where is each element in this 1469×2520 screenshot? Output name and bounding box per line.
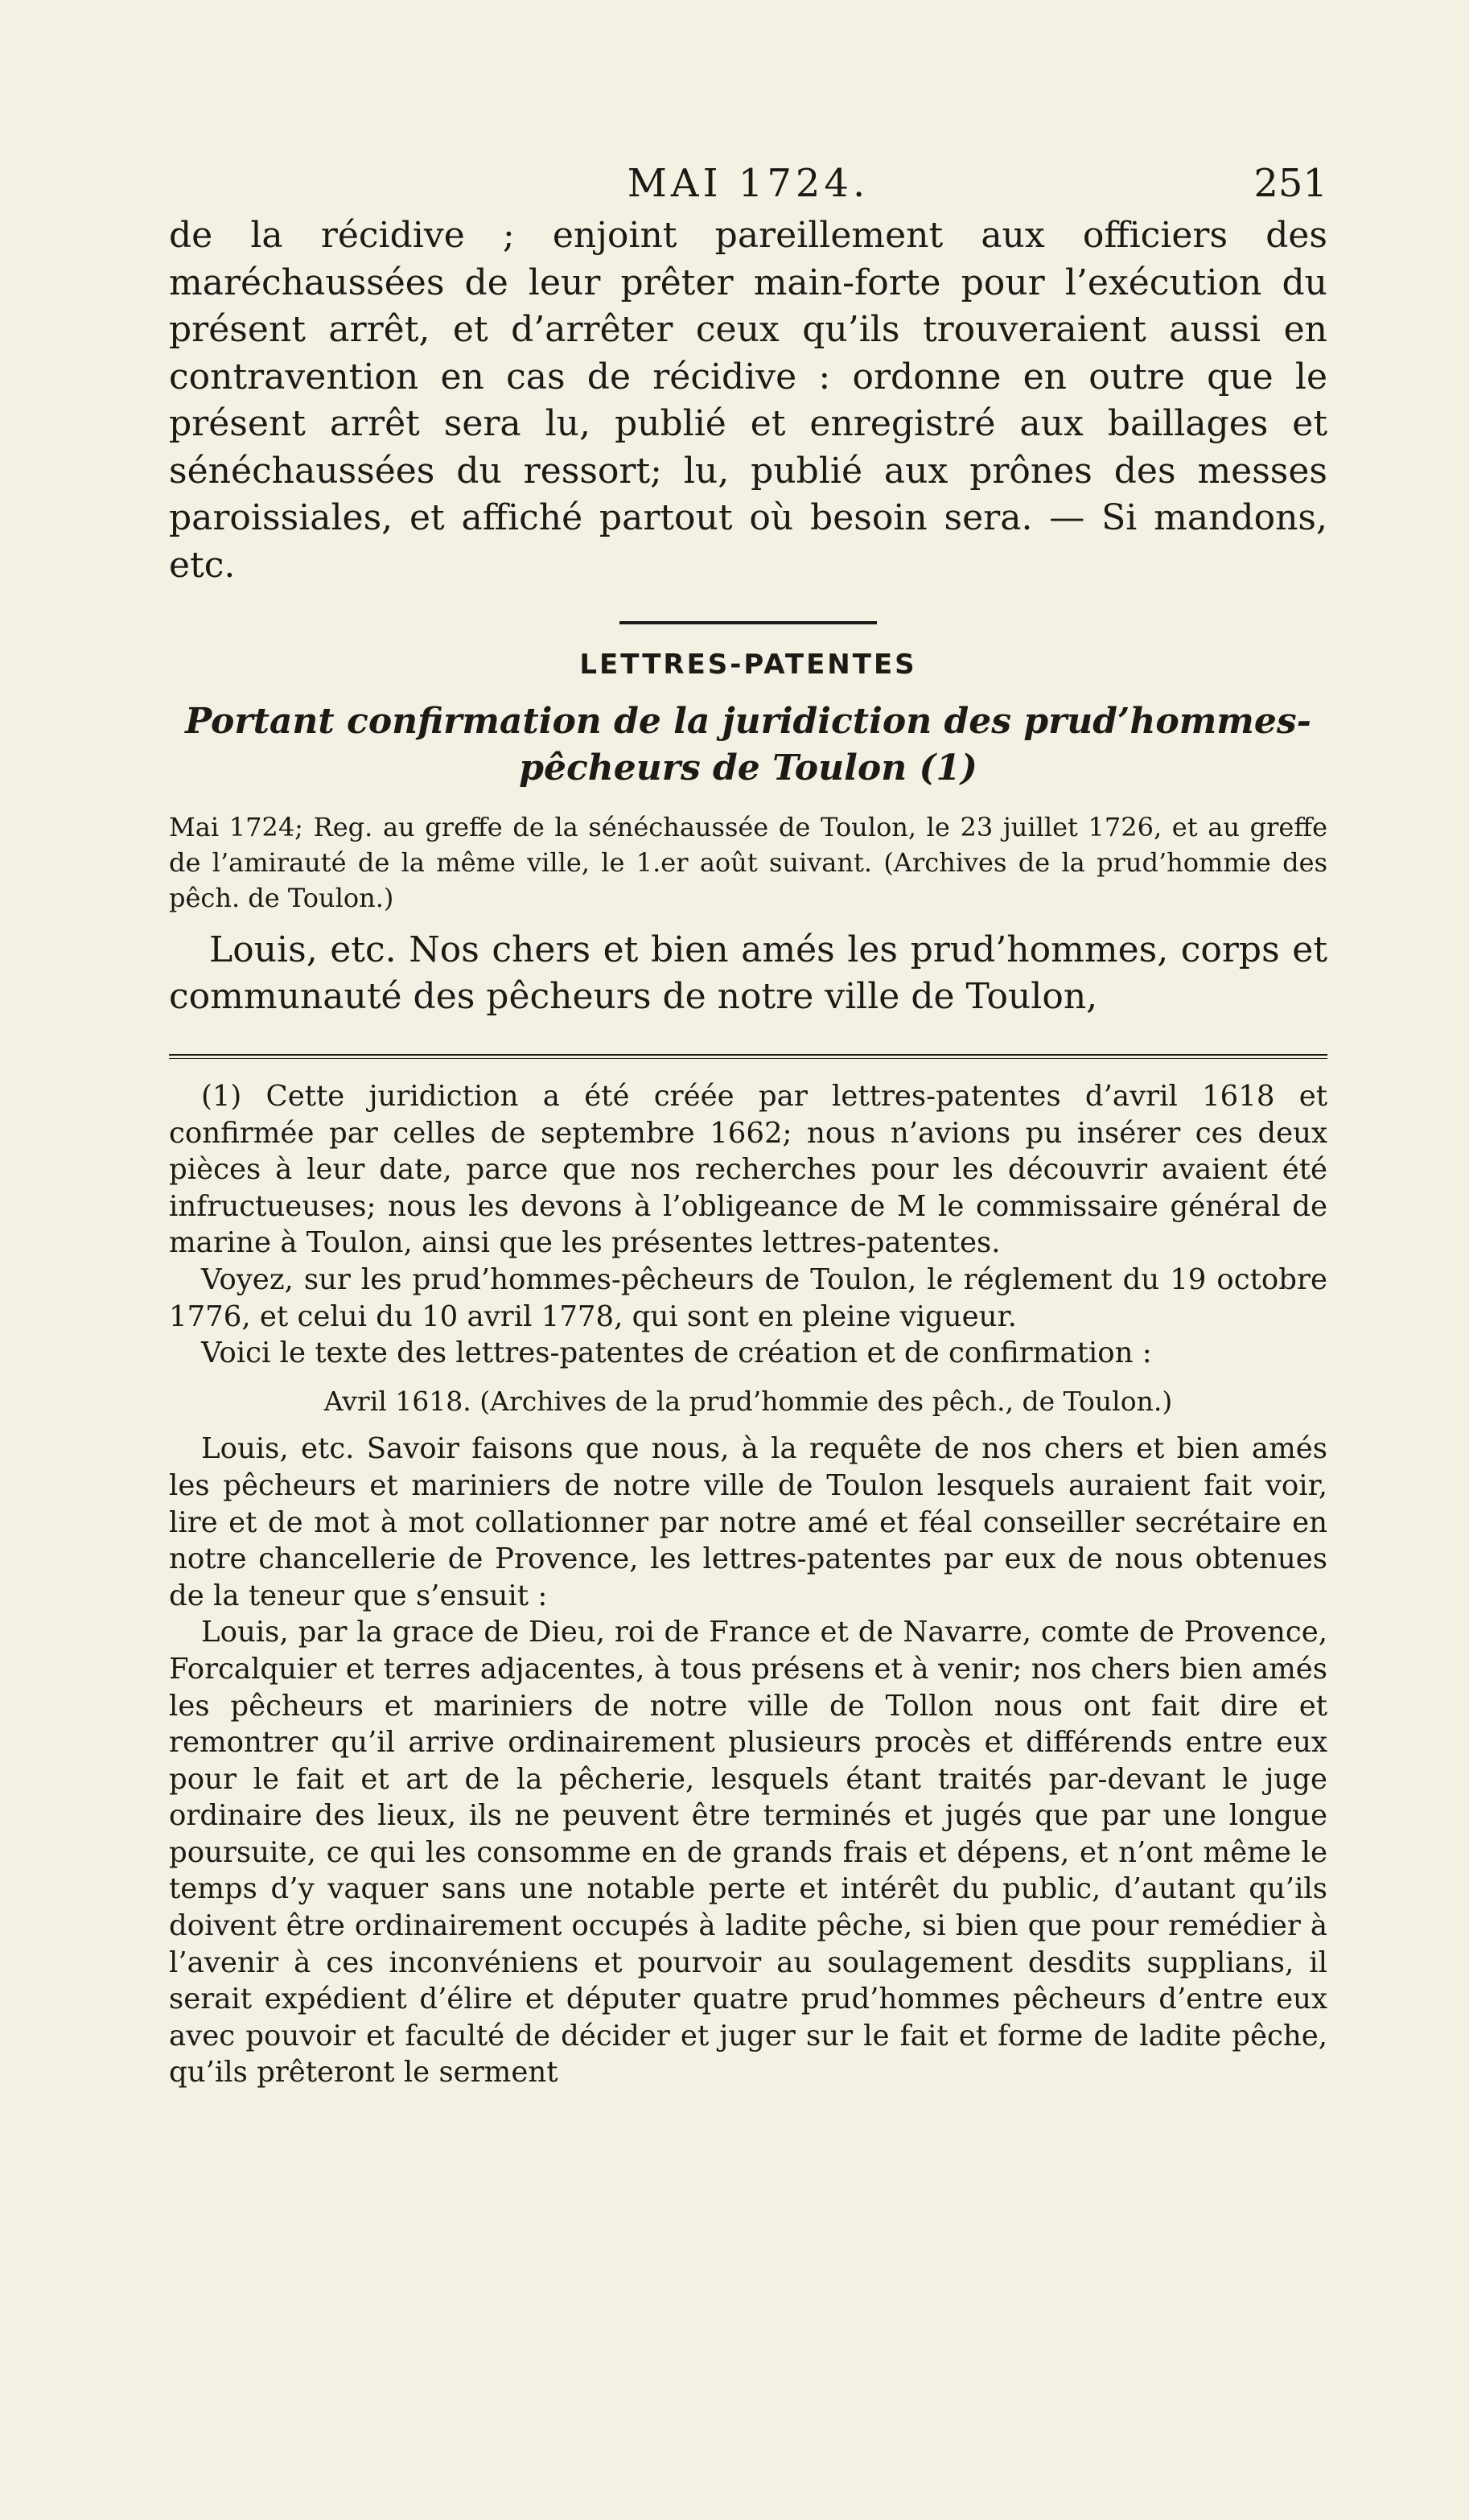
footnote — [169, 1078, 1327, 2091]
section-heading: LETTRES-PATENTES — [579, 649, 917, 681]
footnote-quote: Louis, etc. Savoir faisons que nous, à la requête de nos chers et bien amés les pêcheurs et mariniers de notre ville de Toulon lesquels auraient fait voir, lire et de mot à mot collationner par notre amé et féal conseiller secrétaire en notre chancellerie de Provence, les lettres-patentes par eux de nous obtenues de la teneur que s’ensuit : — [169, 1432, 1327, 1612]
section-subtitle: Portant confirmation de la juridiction des prud’hommes-pêcheurs de Toulon (1) — [185, 701, 1311, 789]
footnote-paragraph: Voyez, sur les prud’hommes-pêcheurs de Toulon, le réglement du 19 octobre 1776, et celui du 10 avril 1778, qui sont en pleine vigueur. — [169, 1262, 1327, 1333]
continuation-text: de la récidive ; enjoint pareillement aux officiers des maréchaussées de leur prêter main-forte pour l’exécution du présent arrêt, et d’arrêter ceux qu’ils trouveraient aussi en contravention en cas de récidive : ordonne en outre que le présent arrêt sera lu, publié et enregistré aux baillages et sénéchaussées du ressort; lu, publié aux prônes des messes paroissiales, et affiché partout où besoin sera. — Si mandons, etc. — [169, 215, 1327, 586]
document-page — [169, 161, 1327, 2091]
section-divider — [619, 621, 877, 624]
running-title: MAI 1724. — [627, 161, 870, 206]
footnote-source-line: Avril 1618. (Archives de la prud’hommie des pêch., de Toulon.) — [323, 1385, 1173, 1417]
footnote-quote: Louis, par la grace de Dieu, roi de France et de Navarre, comte de Provence, Forcalquier et terres adjacentes, à tous présens et à venir; nos chers bien amés les pêcheurs et mariniers de notre ville de Tollon nous ont fait dire et remontrer qu’il arrive ordinairement plusieurs procès et différends entre eux pour le fait et art de la pêcherie, lesquels étant traités par-devant le juge ordinaire des lieux, ils ne peuvent être terminés et jugés que par une longue poursuite, ce qui les consomme en de grands frais et dépens, et n’ont même le temps d’y vaquer sans une notable perte et intérêt du public, d’autant qu’ils doivent être ordinairement occupés à ladite pêche, si bien que pour remédier à l’avenir à ces inconvéniens et pourvoir au soulagement desdits supplians, il serait expédient d’élire et députer quatre prud’hommes pêcheurs d’entre eux avec pouvoir et faculté de décider et juger sur le fait et forme de ladite pêche, qu’ils prêteront le serment — [169, 1616, 1327, 2090]
footnote-paragraph: (1) Cette juridiction a été créée par lettres-patentes d’avril 1618 et confirmée par celles de septembre 1662; nous n’avions pu insérer ces deux pièces à leur date, parce que nos recherches pour les découvrir avaient été infructueuses; nous les devons à l’obligeance de M le commissaire général de marine à Toulon, ainsi que les présentes lettres-patentes. — [169, 1080, 1327, 1260]
page-header — [169, 161, 1327, 206]
opening-text: Louis, etc. Nos chers et bien amés les prud’hommes, corps et communauté des pêcheurs de notre ville de Toulon, — [169, 929, 1327, 1017]
registration-note: Mai 1724; Reg. au greffe de la sénéchaussée de Toulon, le 23 juillet 1726, et au greffe de l’amirauté de la même ville, le 1.er août suivant. (Archives de la prud’hommie des pêch. de Toulon.) — [169, 812, 1327, 913]
footnote-divider — [169, 1054, 1327, 1059]
footnote-paragraph: Voici le texte des lettres-patentes de création et de confirmation : — [201, 1336, 1152, 1370]
page-number: 251 — [1253, 161, 1327, 206]
